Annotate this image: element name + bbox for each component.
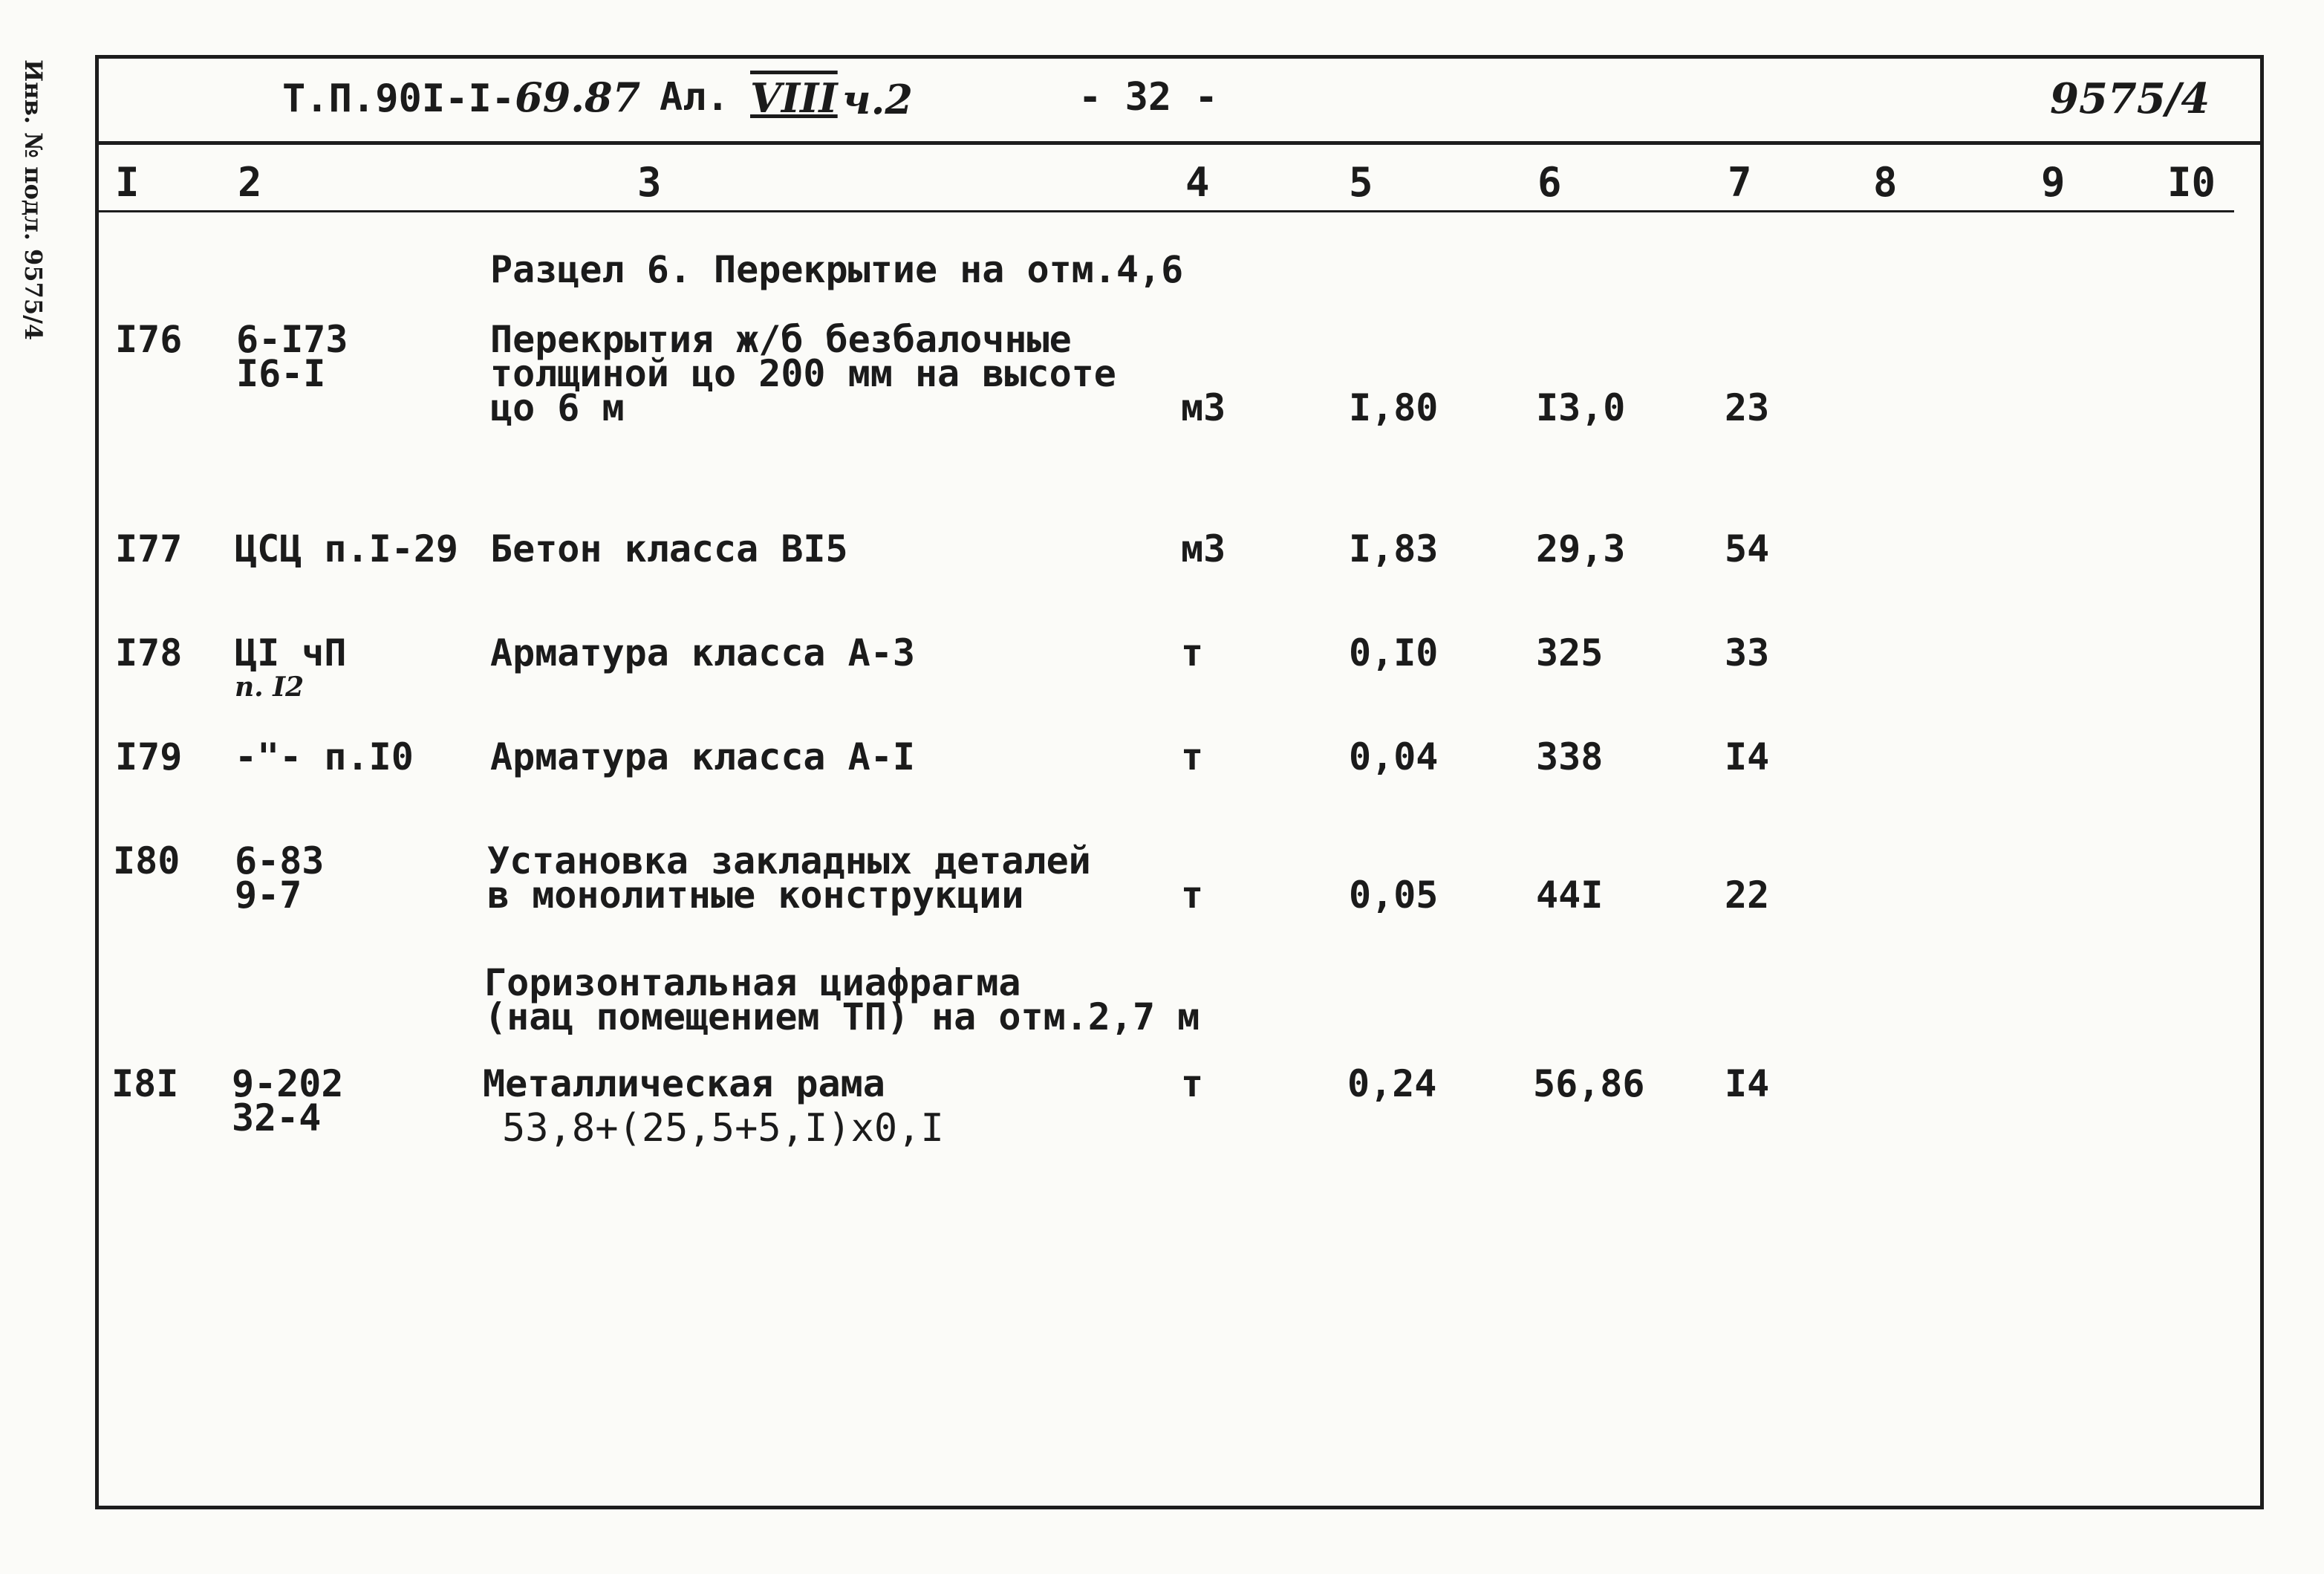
row-price: 325 — [1536, 631, 1604, 674]
col-header-6: 6 — [1537, 159, 1562, 206]
part-number: ч.2 — [842, 76, 913, 123]
row-description — [490, 527, 848, 570]
row-price: 44I — [1536, 874, 1604, 917]
row-code-line: -"- п.I0 — [235, 735, 414, 778]
row-code — [235, 527, 459, 570]
row-code — [236, 318, 348, 395]
row-formula-line: 53,8+(25,5+5,I)x0,I — [502, 1106, 944, 1151]
row-code-line: 6-83 — [235, 839, 325, 882]
row-number: I8I — [111, 1062, 179, 1105]
row-code-line: ЦСЦ п.I-29 — [235, 527, 459, 570]
row-total: 23 — [1725, 386, 1770, 429]
row-description — [487, 839, 1091, 917]
col-header-7: 7 — [1728, 159, 1752, 206]
row-number: I77 — [115, 527, 183, 570]
row-code-line: I6-I — [236, 352, 326, 395]
row-quantity: I,80 — [1349, 386, 1439, 429]
row-code-line: 9-202 — [232, 1062, 344, 1105]
col-header-2: 2 — [238, 159, 262, 206]
row-code-line: 6-I73 — [236, 318, 348, 361]
album-label: Ал. — [660, 75, 729, 120]
row-code-line: ЦI чП — [235, 631, 347, 674]
row-description-line: Металлическая рама — [483, 1062, 885, 1105]
page-number: - 32 - — [1078, 75, 1218, 120]
row-description-line: цо 6 м — [490, 386, 625, 429]
section-title — [484, 961, 1200, 1038]
col-header-10: I0 — [2167, 159, 2216, 206]
row-price: 29,3 — [1536, 527, 1626, 570]
row-total: I4 — [1725, 1062, 1770, 1105]
row-number: I80 — [113, 839, 180, 882]
row-price: 56,86 — [1533, 1062, 1645, 1105]
album-number: VIII — [750, 74, 838, 122]
row-price: 338 — [1536, 735, 1604, 778]
row-quantity: 0,05 — [1349, 874, 1439, 917]
row-description-line: Перекрытия ж/б безбалочные — [490, 318, 1072, 361]
row-quantity: 0,I0 — [1349, 631, 1439, 674]
section-title-line: Горизонтальная циафрагма — [484, 961, 1021, 1004]
doc-code-handwritten: 69.87 — [515, 74, 641, 121]
col-header-9: 9 — [2041, 159, 2066, 206]
row-description-line: в монолитные конструкции — [487, 874, 1024, 917]
col-header-5: 5 — [1349, 159, 1373, 206]
row-unit: м3 — [1181, 527, 1226, 570]
doc-code-printed: Т.П.90I-I- — [282, 77, 515, 121]
row-quantity: 0,24 — [1347, 1062, 1437, 1105]
row-unit: т — [1181, 735, 1204, 778]
row-total: 22 — [1725, 874, 1770, 917]
row-description — [483, 1062, 944, 1151]
row-description-line: Арматура класса А-3 — [490, 631, 915, 674]
row-number: I78 — [115, 631, 183, 674]
archive-number: 9575/4 — [2050, 74, 2210, 123]
row-description-line: толщиной цо 200 мм на высоте — [490, 352, 1116, 395]
row-description — [490, 631, 915, 674]
row-description-line: Арматура класса А-I — [490, 735, 915, 778]
margin-inventory-text: Инв. № подл. 9575/4 — [19, 59, 48, 341]
col-header-3: 3 — [637, 159, 662, 206]
column-header-divider — [95, 210, 2234, 212]
row-description-line: Установка закладных деталей — [487, 839, 1091, 882]
row-description — [490, 735, 915, 778]
section-title: Разцел 6. Перекрытие на отм.4,6 — [490, 248, 1184, 291]
row-number: I79 — [115, 735, 183, 778]
row-code — [235, 631, 347, 704]
margin-inventory-stamp — [19, 59, 70, 446]
row-total: 33 — [1725, 631, 1770, 674]
section-title-line: (нац помещением ТП) на отм.2,7 м — [484, 995, 1200, 1038]
header-divider — [95, 141, 2264, 145]
row-code — [232, 1062, 344, 1139]
row-number: I76 — [115, 318, 183, 361]
col-header-8: 8 — [1873, 159, 1898, 206]
row-code — [235, 839, 325, 917]
col-header-4: 4 — [1185, 159, 1210, 206]
row-quantity: I,83 — [1349, 527, 1439, 570]
row-unit: м3 — [1181, 386, 1226, 429]
row-code-line: 32-4 — [232, 1096, 322, 1139]
row-code-line: п. I2 — [235, 671, 305, 703]
row-description-line: Бетон класса BI5 — [490, 527, 848, 570]
row-total: I4 — [1725, 735, 1770, 778]
row-total: 54 — [1725, 527, 1770, 570]
row-unit: т — [1181, 874, 1204, 917]
row-unit: т — [1181, 631, 1204, 674]
row-description — [490, 318, 1116, 429]
row-code-line: 9-7 — [235, 874, 302, 917]
row-price: I3,0 — [1536, 386, 1626, 429]
row-code — [235, 735, 414, 778]
col-header-1: I — [115, 159, 140, 206]
doc-code — [282, 74, 641, 121]
row-quantity: 0,04 — [1349, 735, 1439, 778]
row-unit: т — [1181, 1062, 1204, 1105]
